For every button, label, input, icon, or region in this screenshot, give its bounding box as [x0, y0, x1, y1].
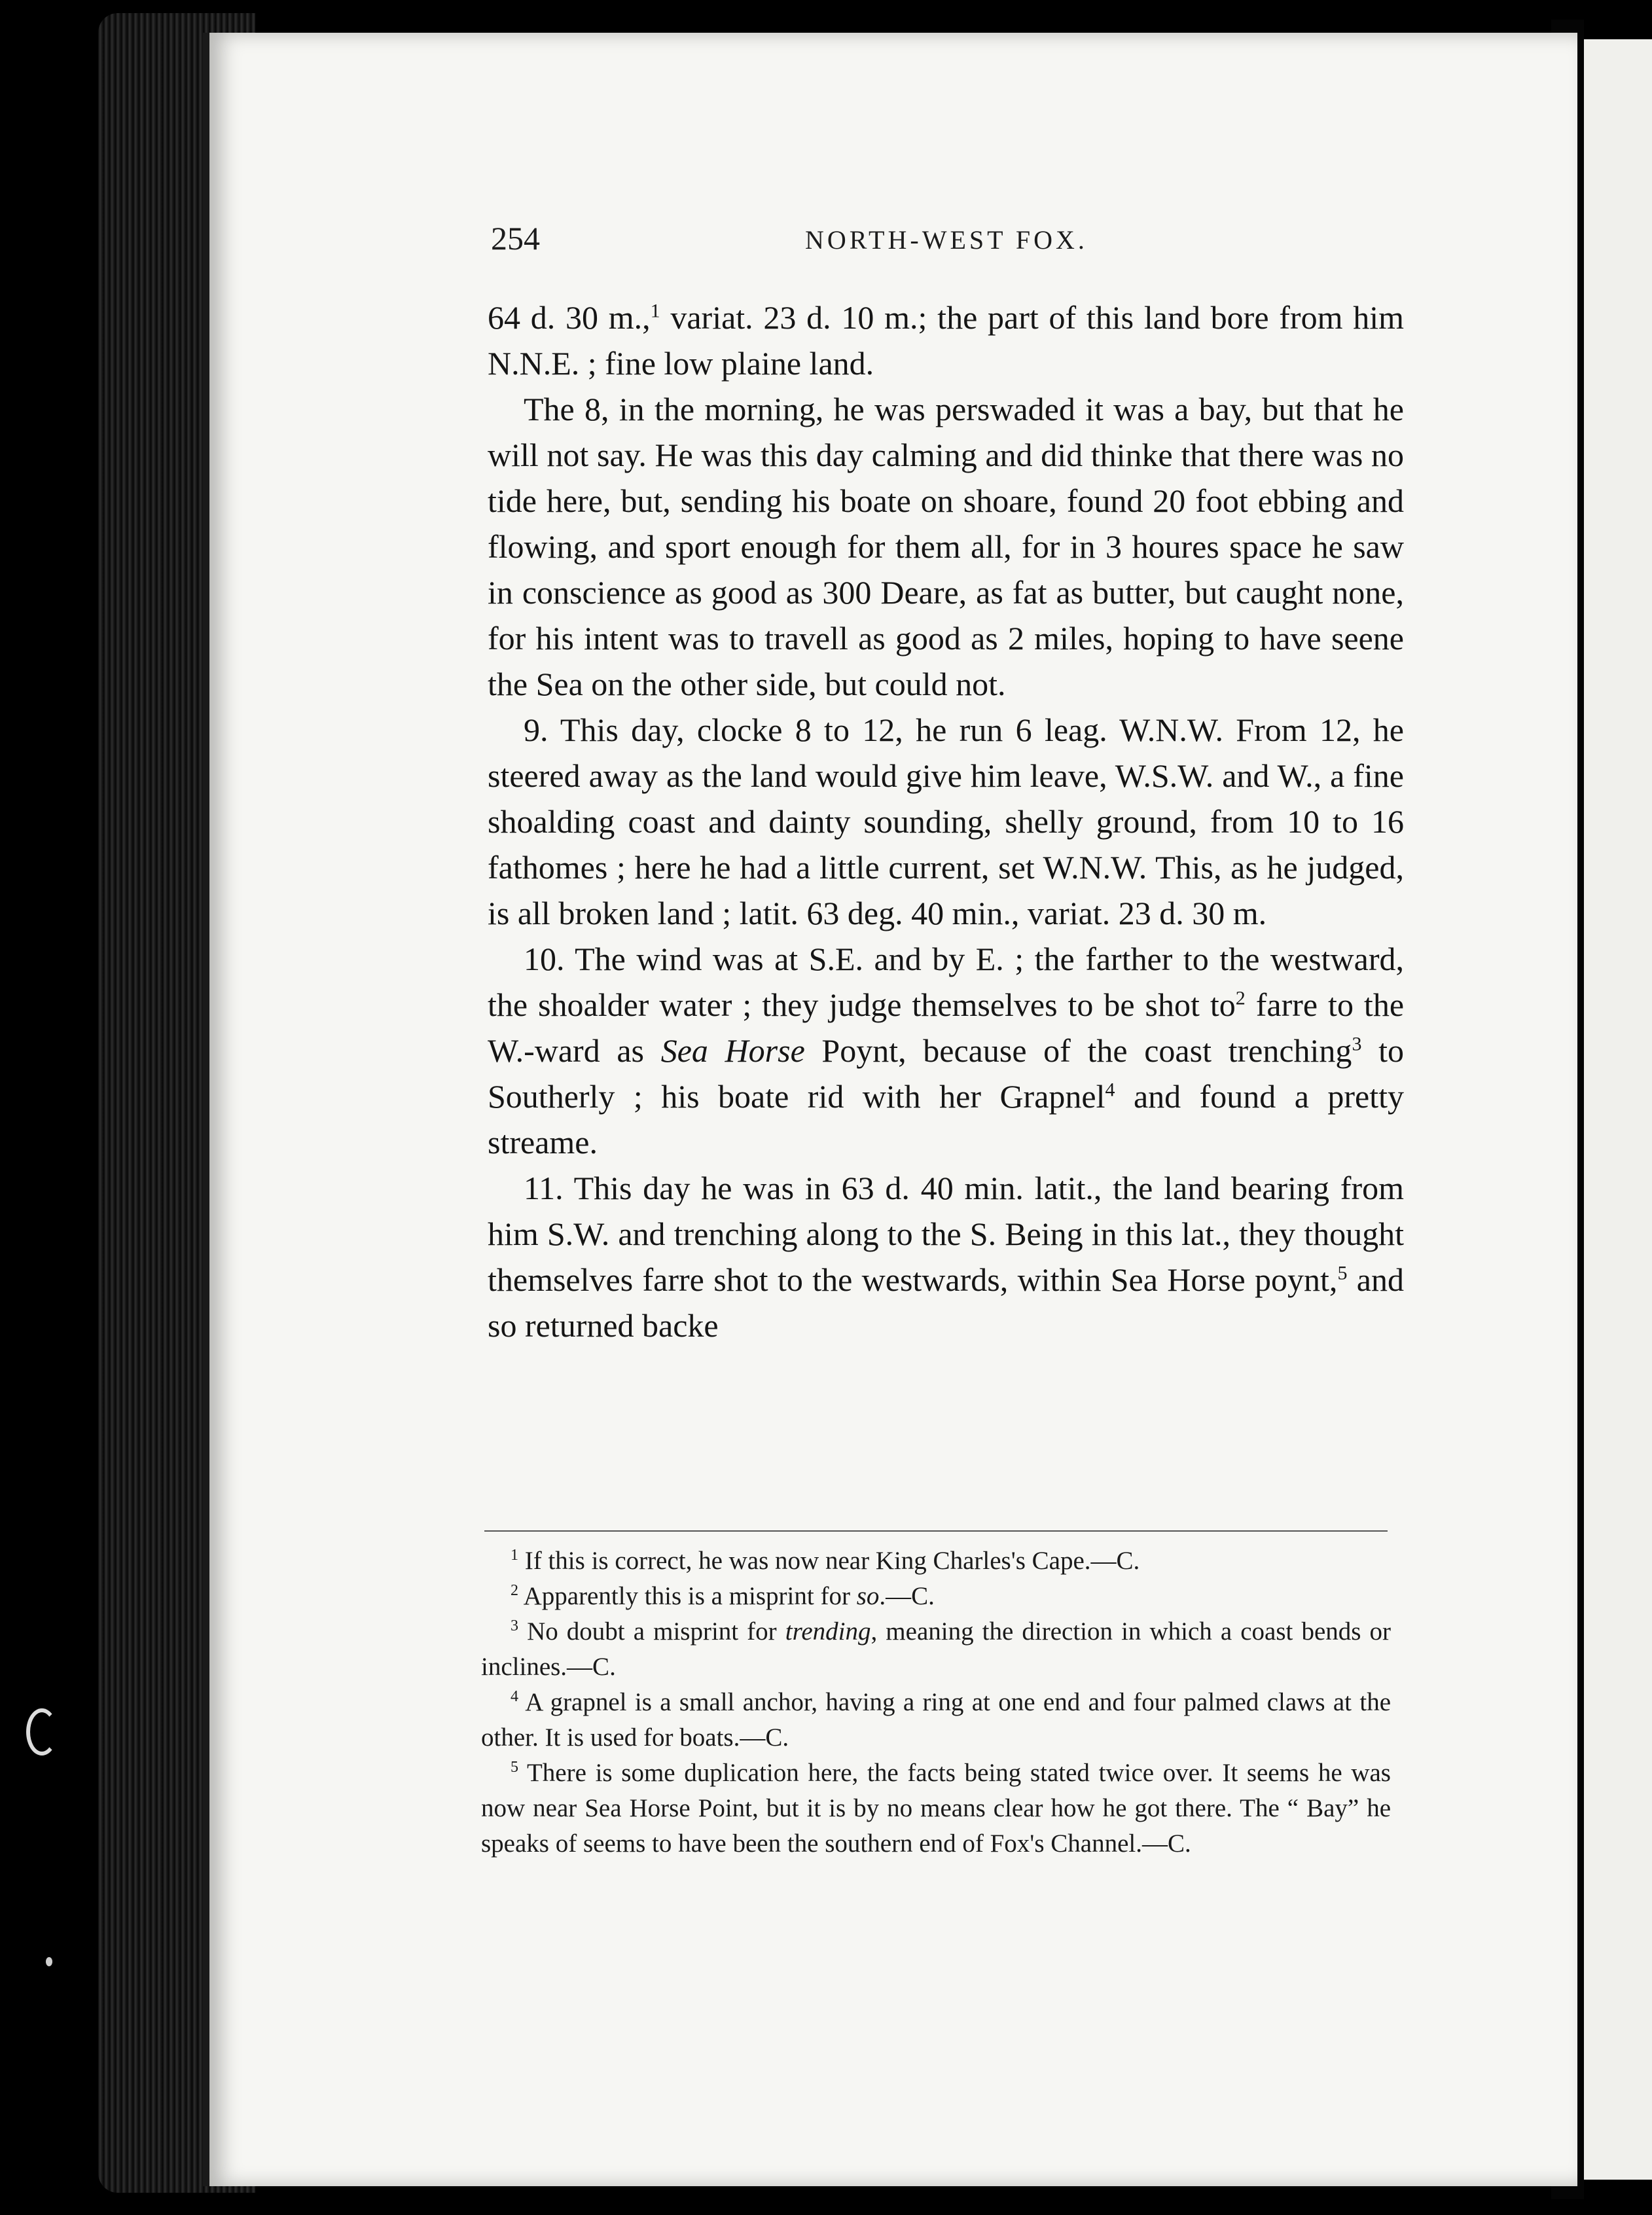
running-head: NORTH-WEST FOX.: [805, 225, 1088, 255]
footnote: $^5$ There is some duplication here, the facts being stated twice over. It seems he was now near Sea Horse Point, but it is by no means clear how he got there. The “ Bay” he speaks of seems to have been the southern end of Fox's Channel.—C.: [481, 1759, 1391, 1858]
paragraph: 10. The wind was at S.E. and by E. ; the farther to the westward, the shoalder water ; they judge themselves to be shot $to^2$ farre to the W.-ward as Sea Horse Poynt, because of the coast trenching$^3$ to Southerly ; his boate rid with her Grapnel$^4$ and found a pretty streame.: [488, 941, 1405, 1161]
footnote-number: 4: [511, 1688, 518, 1705]
footnote-number: 3: [511, 1617, 518, 1634]
page-number: 254: [491, 220, 540, 257]
footnote: $^3$ No doubt a misprint for trending, meaning the direction in which a coast bends or inclines.—C.: [481, 1617, 1391, 1681]
facing-page-edge: [1584, 39, 1652, 2180]
paragraph: 11. This day he was in 63 d. 40 min. latit., the land bearing from him S.W. and trenching along to the S. Being in this lat., they thought themselves farre shot to the westwards, within Sea Horse poynt,$^5$ and so returned backe: [488, 1170, 1404, 1344]
footnote: $^4$ A grapnel is a small anchor, having a ring at one end and four palmed claws at the other. It is used for boats.—C.: [481, 1688, 1391, 1752]
footnote-number: 2: [511, 1582, 518, 1599]
body-text: [488, 295, 1404, 1348]
footnote-divider: [484, 1530, 1388, 1532]
footnote-ref: 5: [1337, 1262, 1348, 1284]
page-speck: [46, 1957, 52, 1966]
paragraph: 64 d. 30 m.,$^1$ variat. 23 d. 10 m.; the part of this land bore from him N.N.E. ; fine low plaine land.: [488, 299, 1404, 382]
footnote: $^2$ Apparently this is a misprint for so.—C.: [511, 1582, 935, 1610]
paragraph: The 8, in the morning, he was perswaded it was a bay, but that he will not say. He was this day calming and did thinke that there was no tide here, but, sending his boate on shoare, found 20 foot ebbing and flowing, and sport enough for them all, for in 3 houres space he saw in conscience as good as 300 Deare, as fat as butter, but caught none, for his intent was to travell as good as 2 miles, hoping to have seene the Sea on the other side, but could not.: [488, 391, 1404, 702]
footnote-ref: 2: [1235, 987, 1246, 1009]
footnote-ref: 4: [1105, 1079, 1115, 1101]
footnote-ref: 1: [650, 300, 660, 322]
footnote-number: 5: [511, 1759, 518, 1776]
page-speck: [26, 1708, 58, 1756]
footnote: $^1$ If this is correct, he was now near King Charles's Cape.—C.: [511, 1547, 1140, 1575]
footnote-ref: 3: [1352, 1033, 1362, 1055]
footnotes: [481, 1543, 1391, 1862]
page-header: [491, 219, 1407, 272]
footnote-number: 1: [511, 1547, 518, 1564]
paragraph: 9. This day, clocke 8 to 12, he run 6 leag. W.N.W. From 12, he steered away as the land would give him leave, W.S.W. and W., a fine shoalding coast and dainty sounding, shelly ground, from 10 to 16 fathomes ; here he had a little current, set W.N.W. This, as he judged, is all broken land ; latit. 63 deg. 40 min., variat. 23 d. 30 m.: [488, 711, 1404, 931]
